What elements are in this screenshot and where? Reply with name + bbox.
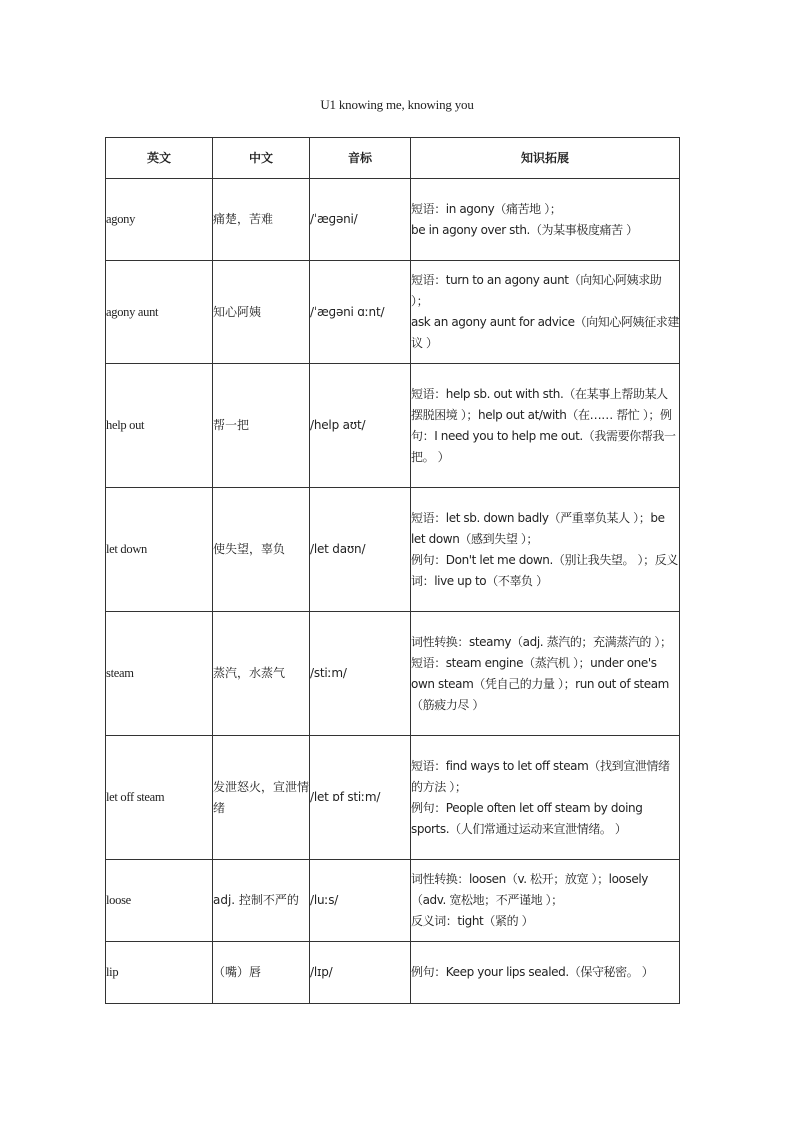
cell-chinese: 使失望，辜负 <box>213 488 310 612</box>
vocabulary-table <box>105 137 680 1004</box>
note-line: 词性转换：steamy（adj. 蒸汽的；充满蒸汽的 ）； <box>411 634 672 649</box>
header-english: 英文 <box>106 138 213 179</box>
cell-phonetic: /help aʊt/ <box>310 364 411 488</box>
cell-phonetic: /luːs/ <box>310 860 411 942</box>
note-line: 短语：steam engine（蒸汽机 ）；under one's own steam（凭自己的力量 ）；run out of steam（筋疲力尽 ） <box>411 655 669 712</box>
cell-phonetic: /ˈæɡəni ɑːnt/ <box>310 261 411 364</box>
cell-english: let down <box>106 488 213 612</box>
table-row <box>106 488 680 612</box>
note-line: 词性转换：loosen（v. 松开；放宽 ）；loosely（adv. 宽松地；不严谨地 ）； <box>411 872 648 907</box>
table-row <box>106 942 680 1004</box>
cell-chinese: 蒸汽，水蒸气 <box>213 612 310 736</box>
note-line: 短语：let sb. down badly（严重辜负某人 ）；be let down（感到失望 ）； <box>411 510 665 546</box>
cell-notes <box>411 736 680 860</box>
note-line: 反义词：tight（紧的 ） <box>411 914 534 928</box>
page-title: U1 knowing me, knowing you <box>320 97 474 112</box>
table-row <box>106 364 680 488</box>
note-line: 例句：Don't let me down.（别让我失望。 ）；反义词：live up to（不辜负 ） <box>411 552 678 588</box>
cell-chinese: adj. 控制不严的 <box>213 860 310 942</box>
note-line: 短语：find ways to let off steam（找到宣泄情绪的方法 ）； <box>411 758 670 794</box>
note-line: 短语：help sb. out with sth.（在某事上帮助某人摆脱困境 ）；help out at/with（在…… 帮忙 ）；例句：I need you to help me out.（我需要你帮我一把。 ） <box>411 386 676 464</box>
cell-chinese: 痛楚，苦难 <box>213 179 310 261</box>
note-line: 短语：turn to an agony aunt（向知心阿姨求助 ）； <box>411 273 662 308</box>
cell-english: lip <box>106 942 213 1004</box>
note-line: 例句：People often let off steam by doing sports.（人们常通过运动来宣泄情绪。 ） <box>411 800 643 836</box>
cell-english: agony aunt <box>106 261 213 364</box>
cell-phonetic: /stiːm/ <box>310 612 411 736</box>
cell-phonetic: /let daʊn/ <box>310 488 411 612</box>
header-notes: 知识拓展 <box>411 138 680 179</box>
cell-notes <box>411 612 680 736</box>
table-row <box>106 860 680 942</box>
table-row <box>106 261 680 364</box>
table-row <box>106 179 680 261</box>
table-header-row <box>106 138 680 179</box>
cell-notes <box>411 179 680 261</box>
cell-notes <box>411 261 680 364</box>
table-row <box>106 612 680 736</box>
cell-chinese: 知心阿姨 <box>213 261 310 364</box>
cell-english: let off steam <box>106 736 213 860</box>
vocabulary-table-body <box>106 179 680 1004</box>
cell-chinese: 帮一把 <box>213 364 310 488</box>
cell-chinese: 发泄怒火，宣泄情绪 <box>213 736 310 860</box>
cell-english: help out <box>106 364 213 488</box>
header-phonetic: 音标 <box>310 138 411 179</box>
table-row <box>106 736 680 860</box>
cell-english: steam <box>106 612 213 736</box>
cell-english: loose <box>106 860 213 942</box>
note-line: be in agony over sth.（为某事极度痛苦 ） <box>411 222 638 237</box>
note-line: 例句：Keep your lips sealed.（保守秘密。 ） <box>411 965 654 979</box>
cell-english: agony <box>106 179 213 261</box>
cell-chinese: （嘴）唇 <box>213 942 310 1004</box>
cell-notes <box>411 364 680 488</box>
cell-notes <box>411 860 680 942</box>
cell-notes <box>411 488 680 612</box>
cell-phonetic: /let ɒf stiːm/ <box>310 736 411 860</box>
note-line: ask an agony aunt for advice（向知心阿姨征求建议 ） <box>411 315 679 350</box>
note-line: 短语：in agony（痛苦地 ）； <box>411 201 562 216</box>
header-chinese: 中文 <box>213 138 310 179</box>
cell-phonetic: /ˈæɡəni/ <box>310 179 411 261</box>
cell-phonetic: /lɪp/ <box>310 942 411 1004</box>
cell-notes <box>411 942 680 1004</box>
